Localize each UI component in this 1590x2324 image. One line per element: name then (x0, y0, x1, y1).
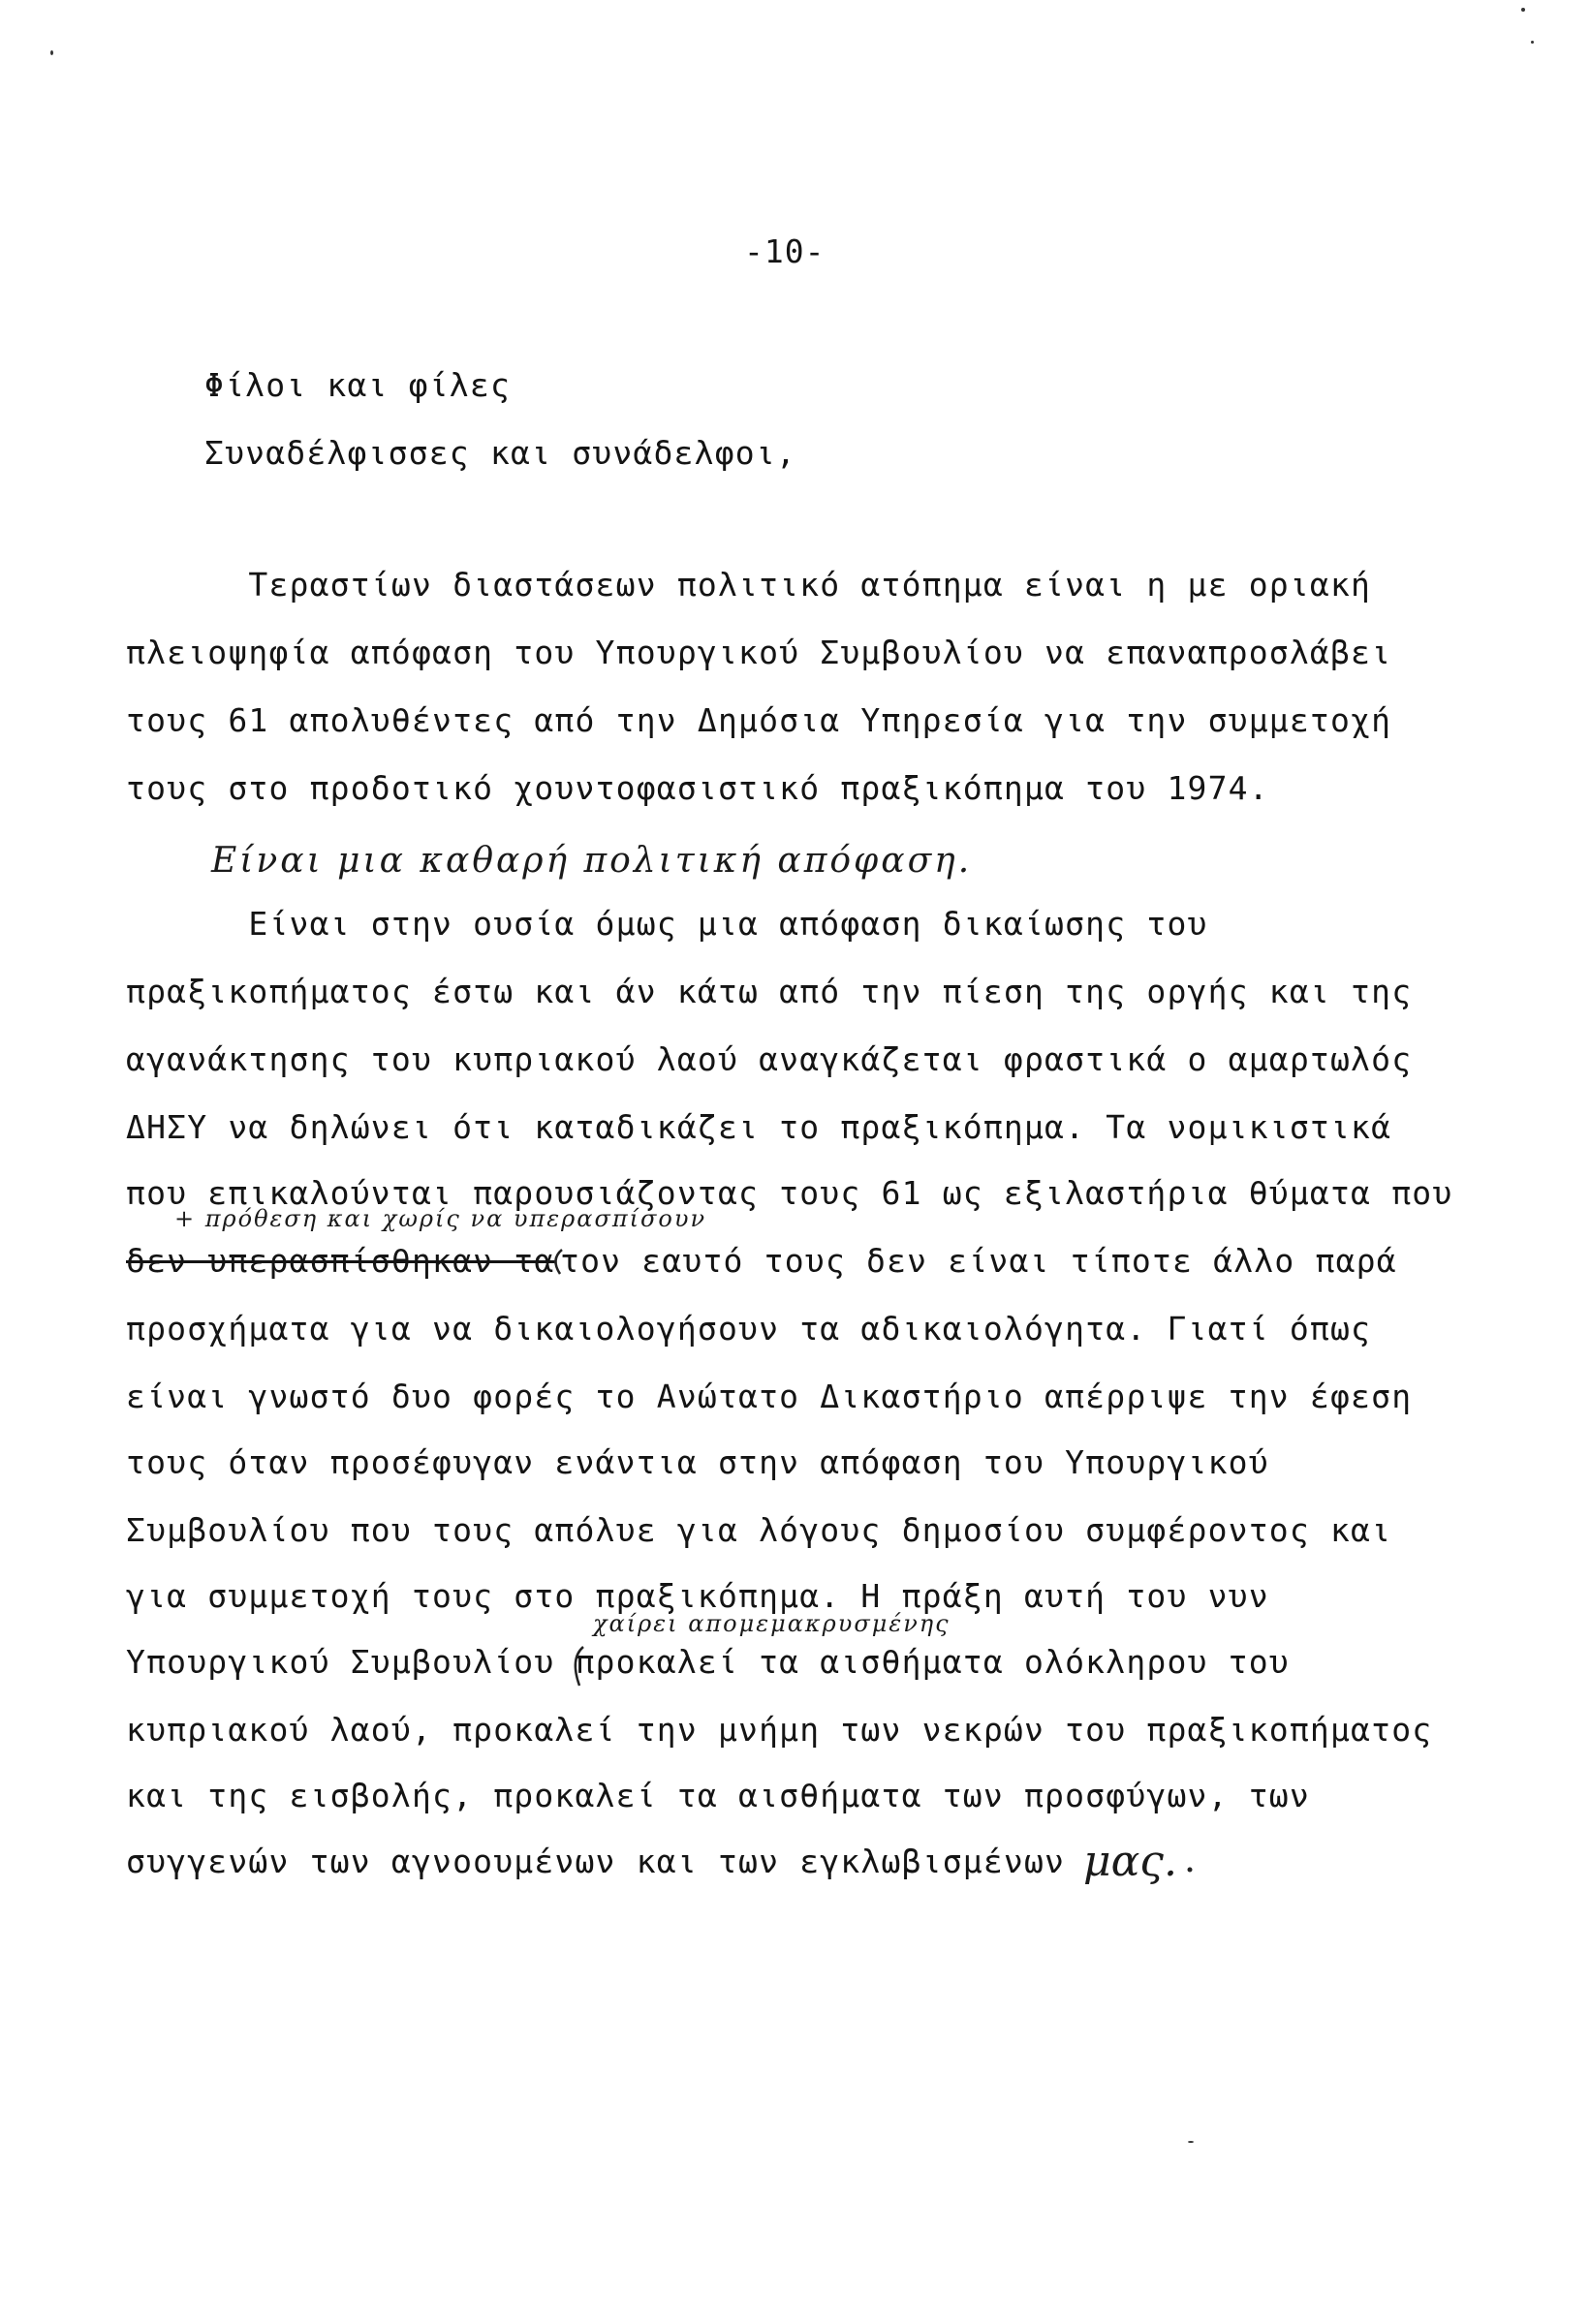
paragraph-2-line-15: συγγενών των αγνοουμένων και των εγκλωβισμένων (126, 1843, 1066, 1880)
paragraph-2-line-9: τους όταν προσέφυγαν ενάντια στην απόφαση του Υπουργικού (126, 1443, 1269, 1481)
scan-speck (1531, 41, 1534, 44)
paragraph-2-line-1: Είναι στην ουσία όμως μια απόφαση δικαίωσης του (126, 905, 1208, 943)
paragraph-2-line-3: αγανάκτησης του κυπριακού λαού αναγκάζεται φραστικά ο αμαρτωλός (126, 1040, 1413, 1078)
paragraph-2-line-5: που επικαλούνται παρουσιάζοντας τους 61 ως εξιλαστήρια θύματα που (126, 1174, 1453, 1212)
paragraph-2-line-10: Συμβουλίου που τους απόλυε για λόγους δημοσίου συμφέροντος και (126, 1511, 1392, 1549)
page-number: -10- (744, 232, 826, 270)
paragraph-2-line-14: και της εισβολής, προκαλεί τα αισθήματα των προσφύγων, των (126, 1777, 1310, 1814)
handwritten-interlinear-2: χαίρει απομεμακρυσμένης (593, 1610, 951, 1637)
scan-speck (50, 50, 53, 55)
greeting-line-2: Συναδέλφισσες και συνάδελφοι, (204, 434, 796, 472)
paragraph-2-line-12: Υπουργικού Συμβουλίου προκαλεί τα αισθήματα ολόκληρου του (126, 1643, 1290, 1681)
paragraph-1-line-4: τους στο προδοτικό χουντοφασιστικό πραξικόπημα του 1974. (126, 769, 1269, 807)
paragraph-1-line-1: Τεραστίων διαστάσεων πολιτικό ατόπημα είναι η με οριακή (126, 566, 1372, 604)
paragraph-2-line-7: προσχήματα για να δικαιολογήσουν τα αδικαιολόγητα. Γιατί όπως (126, 1310, 1372, 1348)
paragraph-2-line-2: πραξικοπήματος έστω και άν κάτω από την πίεση της οργής και της (126, 973, 1413, 1010)
paragraph-2-line-13: κυπριακού λαού, προκαλεί την μνήμη των νεκρών του πραξικοπήματος (126, 1711, 1433, 1749)
scan-speck (1188, 2141, 1194, 2143)
scan-speck (1521, 8, 1525, 12)
paragraph-2-line-11: για συμμετοχή τους στο πραξικόπημα. Η πράξη αυτή του νυν (126, 1577, 1269, 1615)
paragraph-2-line-6: τον εαυτό τους δεν είναι τίποτε άλλο παρά (560, 1242, 1397, 1280)
paragraph-2-line-8: είναι γνωστό δυο φορές το Ανώτατο Δικαστήριο απέρριψε την έφεση (126, 1378, 1413, 1415)
handwritten-interlinear-1: + πρόθεση και χωρίς να υπερασπίσουν (174, 1205, 707, 1232)
paragraph-2-line-4: ΔΗΣΥ να δηλώνει ότι καταδικάζει το πραξικόπημα. Τα νομικιστικά (126, 1108, 1392, 1146)
paragraph-1-line-2: πλειοψηφία απόφαση του Υπουργικού Συμβουλίου να επαναπροσλάβει (126, 634, 1392, 671)
handwritten-ending: μας. (1083, 1837, 1177, 1886)
paragraph-1-line-3: τους 61 απολυθέντες από την Δημόσια Υπηρεσία για την συμμετοχή (126, 701, 1392, 739)
struck-text: δεν υπερασπίσθηκαν τα (126, 1242, 555, 1280)
greeting-line-1: Φίλοι και φίλες (204, 366, 512, 404)
handwritten-insert-line: Είναι μια καθαρή πολιτική απόφαση. (211, 841, 973, 881)
